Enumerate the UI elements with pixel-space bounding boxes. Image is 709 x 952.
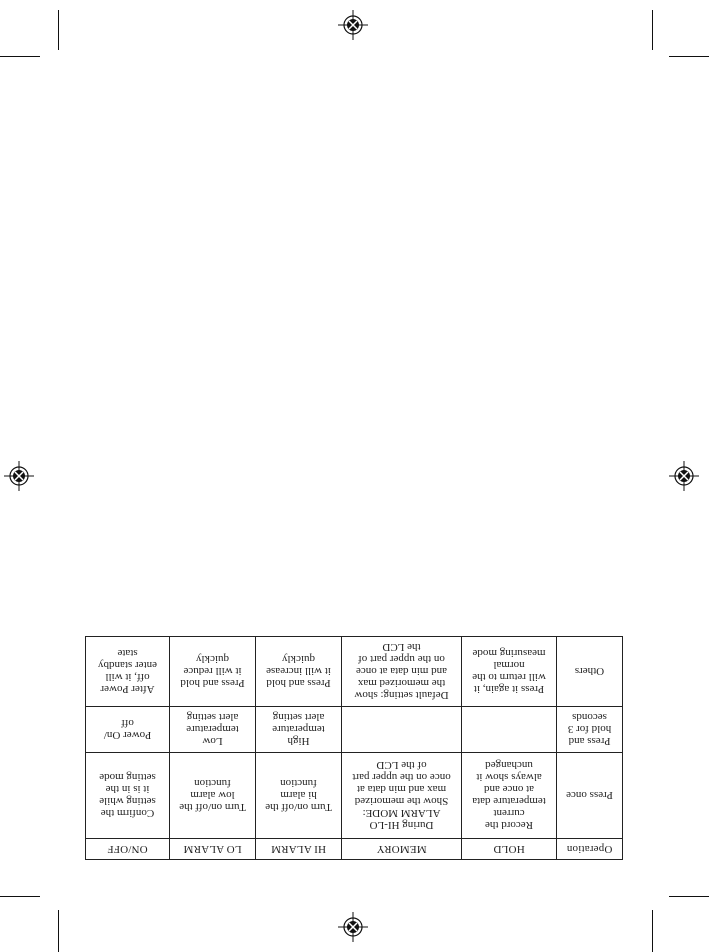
on-off-cell: Power On/ off (86, 707, 170, 753)
registration-mark-icon (338, 912, 368, 942)
crop-mark (0, 896, 40, 897)
row-operation-cell: Others (557, 637, 623, 707)
table-row (86, 753, 623, 839)
registration-mark-icon (669, 461, 699, 491)
function-table (85, 636, 623, 860)
crop-mark (0, 56, 40, 57)
row-operation-cell: Press once (557, 753, 623, 839)
memory-cell: During HI-LO ALARM MODE: Show the memorized max and min data at once on the upper part of the LCD (342, 753, 462, 839)
header-on-off: ON/OFF (86, 839, 170, 860)
registration-mark-icon (4, 461, 34, 491)
hi-alarm-cell: Press and hold it will increase quickly (256, 637, 342, 707)
crop-mark (58, 10, 59, 50)
header-hi-alarm: HI ALARM (256, 839, 342, 860)
on-off-cell: After Power off, it will enter standby state (86, 637, 170, 707)
hi-alarm-cell: High temperature alert setting (256, 707, 342, 753)
crop-mark (58, 910, 59, 952)
lo-alarm-cell: Press and hold it will reduce quickly (170, 637, 256, 707)
header-lo-alarm: LO ALARM (170, 839, 256, 860)
header-operation: Operation (557, 839, 623, 860)
lo-alarm-cell: Turn on/off the low alarm function (170, 753, 256, 839)
memory-cell: Default setting: show the memorized max and min data at once on the upper part of the LCD (342, 637, 462, 707)
header-memory: MEMORY (342, 839, 462, 860)
crop-mark (652, 910, 653, 952)
hold-cell: Press it again, it will return to the normal measuring mode (462, 637, 557, 707)
crop-mark (652, 10, 653, 50)
hi-alarm-cell: Turn on/off the hi alarm function (256, 753, 342, 839)
registration-mark-icon (338, 10, 368, 40)
on-off-cell: Confirm the setting while it is in the setting mode (86, 753, 170, 839)
table-header-row (86, 839, 623, 860)
hold-cell: Record the current temperature data at once and always show it unchanged (462, 753, 557, 839)
function-table-rotated (86, 642, 623, 860)
header-hold: HOLD (462, 839, 557, 860)
table-row (86, 707, 623, 753)
crop-mark (669, 56, 709, 57)
lo-alarm-cell: Low temperature alert setting (170, 707, 256, 753)
table-row (86, 637, 623, 707)
crop-mark (669, 896, 709, 897)
memory-cell (342, 707, 462, 753)
row-operation-cell: Press and hold for 3 seconds (557, 707, 623, 753)
hold-cell (462, 707, 557, 753)
